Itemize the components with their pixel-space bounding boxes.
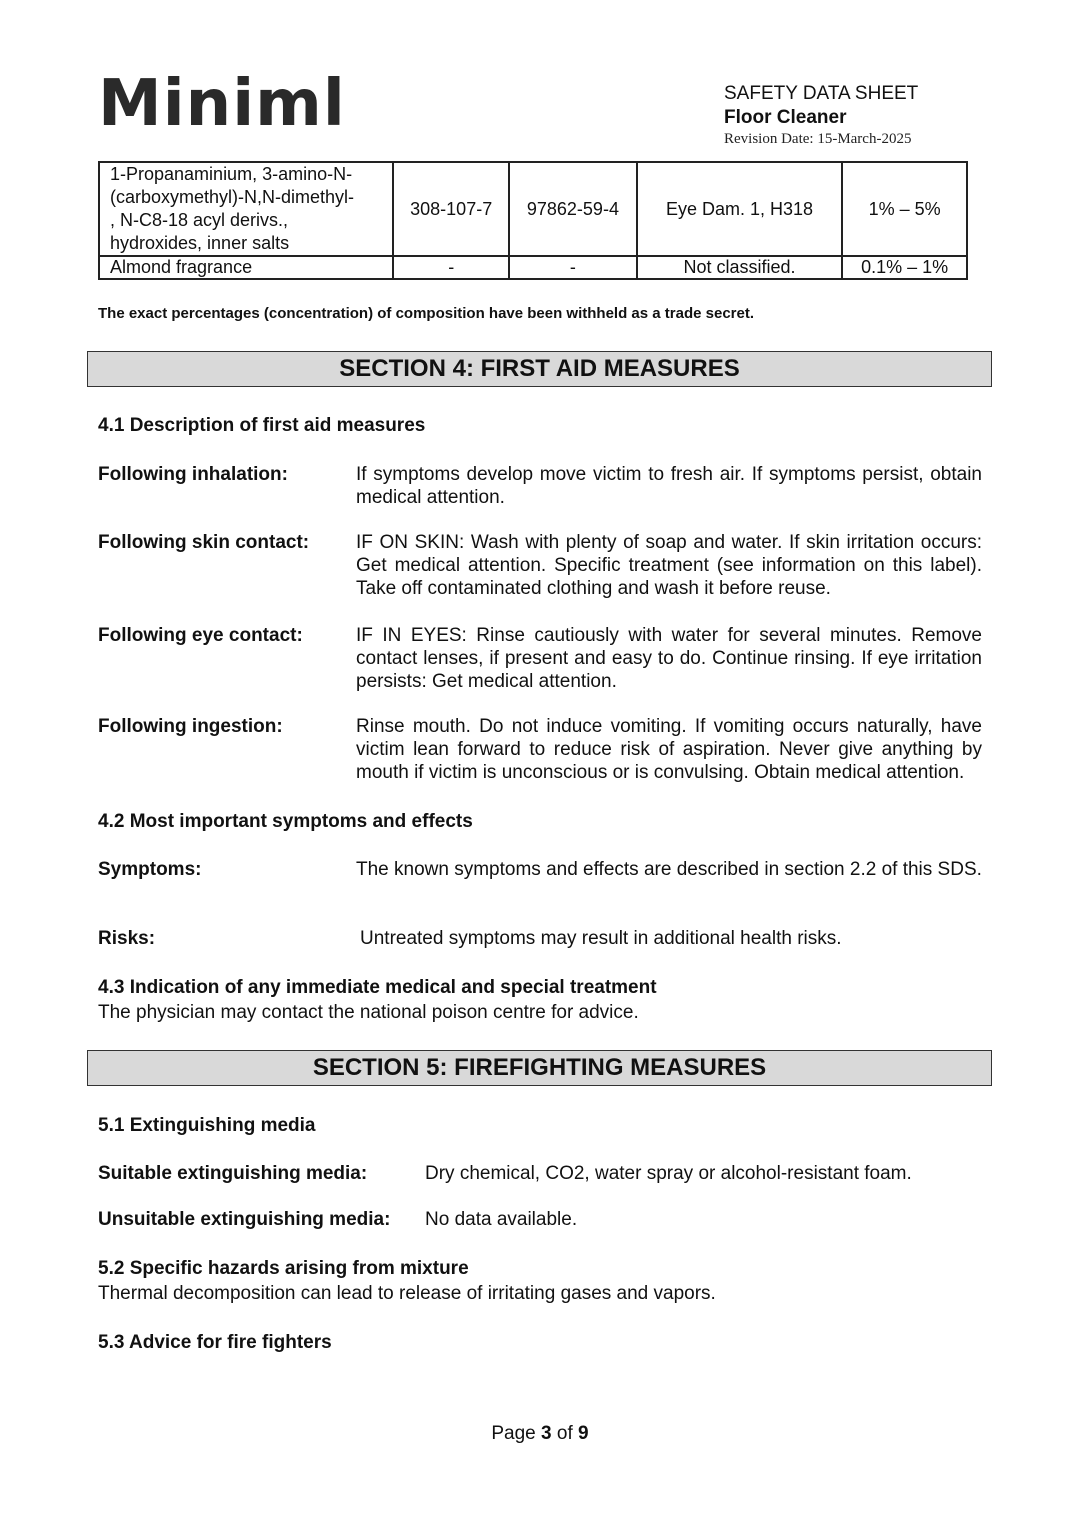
substance-name-cell <box>99 162 393 256</box>
inhalation-label: Following inhalation: <box>98 464 288 485</box>
cas-number-cell: - <box>509 256 637 279</box>
symptoms-label: Symptoms: <box>98 859 202 880</box>
first-aid-skin <box>98 531 982 600</box>
brand-logo: Miniml <box>98 67 346 141</box>
concentration-cell: 1% – 5% <box>842 162 967 256</box>
unsuitable-media-label: Unsuitable extinguishing media: <box>98 1209 391 1230</box>
skin-text: IF ON SKIN: Wash with plenty of soap and water. If skin irritation occurs: Get medical attention. Specific treatment (see information on this label). Take off contaminated clothing and wash it before reuse. <box>356 532 982 599</box>
trade-secret-note: The exact percentages (concentration) of composition have been withheld as a trade secret. <box>98 305 755 322</box>
subsection-5-1-title: 5.1 Extinguishing media <box>98 1115 316 1136</box>
eye-label: Following eye contact: <box>98 625 303 646</box>
substance-name-line: (carboxymethyl)-N,N-dimethyl- <box>110 187 355 207</box>
page-footer <box>0 1423 1080 1445</box>
ingestion-label: Following ingestion: <box>98 716 283 737</box>
symptoms-row <box>98 858 982 904</box>
subsection-5-2-title: 5.2 Specific hazards arising from mixture <box>98 1258 469 1279</box>
revision-date: Revision Date: 15-March-2025 <box>724 130 912 147</box>
table-row <box>99 162 967 256</box>
subsection-4-3-text: The physician may contact the national poison centre for advice. <box>98 1002 639 1023</box>
classification-cell: Not classified. <box>637 256 842 279</box>
page-number: 3 <box>541 1423 552 1444</box>
symptoms-text: The known symptoms and effects are described in section 2.2 of this SDS. <box>356 859 982 880</box>
document-header <box>724 82 918 148</box>
of-word: of <box>556 1423 573 1444</box>
table-row <box>99 256 967 279</box>
ec-number-cell: - <box>393 256 509 279</box>
skin-label: Following skin contact: <box>98 532 310 553</box>
document-type: SAFETY DATA SHEET <box>724 83 919 104</box>
subsection-4-2-title: 4.2 Most important symptoms and effects <box>98 811 473 832</box>
unsuitable-media-row <box>98 1208 982 1231</box>
page-word: Page <box>491 1423 536 1444</box>
page-total: 9 <box>578 1423 589 1444</box>
eye-text: IF IN EYES: Rinse cautiously with water for several minutes. Remove contact lenses, if present and easy to do. Continue rinsing. If eye irritation persists: Get medical attention. <box>356 625 982 692</box>
suitable-media-row <box>98 1162 982 1185</box>
section-5-heading: SECTION 5: FIREFIGHTING MEASURES <box>87 1050 992 1086</box>
composition-table <box>98 161 968 280</box>
risks-text: Untreated symptoms may result in additional health risks. <box>360 928 842 949</box>
substance-name-line: hydroxides, inner salts <box>110 233 290 253</box>
product-name: Floor Cleaner <box>724 106 847 128</box>
risks-row <box>98 927 982 950</box>
subsection-5-3-title: 5.3 Advice for fire fighters <box>98 1332 332 1353</box>
substance-name-line: 1-Propanaminium, 3-amino-N- <box>110 164 353 184</box>
risks-label: Risks: <box>98 928 156 949</box>
classification-cell: Eye Dam. 1, H318 <box>637 162 842 256</box>
inhalation-text: If symptoms develop move victim to fresh air. If symptoms persist, obtain medical attention. <box>356 464 982 508</box>
suitable-media-label: Suitable extinguishing media: <box>98 1163 368 1184</box>
concentration-cell: 0.1% – 1% <box>842 256 967 279</box>
suitable-media-text: Dry chemical, CO2, water spray or alcohol-resistant foam. <box>425 1163 912 1184</box>
substance-name-line: , N-C8-18 acyl derivs., <box>110 210 289 230</box>
ingestion-text: Rinse mouth. Do not induce vomiting. If vomiting occurs naturally, have victim lean forward to reduce risk of aspiration. Never give anything by mouth if victim is unconscious or is convulsing. Obtain medical attention. <box>356 716 982 783</box>
cas-number-cell: 97862-59-4 <box>509 162 637 256</box>
substance-name-cell: Almond fragrance <box>99 256 393 279</box>
unsuitable-media-text: No data available. <box>425 1209 578 1230</box>
subsection-5-2-text: Thermal decomposition can lead to release of irritating gases and vapors. <box>98 1283 716 1304</box>
first-aid-ingestion <box>98 715 982 784</box>
first-aid-inhalation <box>98 463 982 509</box>
subsection-4-1-title: 4.1 Description of first aid measures <box>98 415 426 436</box>
ec-number-cell: 308-107-7 <box>393 162 509 256</box>
section-4-heading: SECTION 4: FIRST AID MEASURES <box>87 351 992 387</box>
subsection-4-3-title: 4.3 Indication of any immediate medical and special treatment <box>98 977 657 998</box>
first-aid-eye <box>98 624 982 693</box>
